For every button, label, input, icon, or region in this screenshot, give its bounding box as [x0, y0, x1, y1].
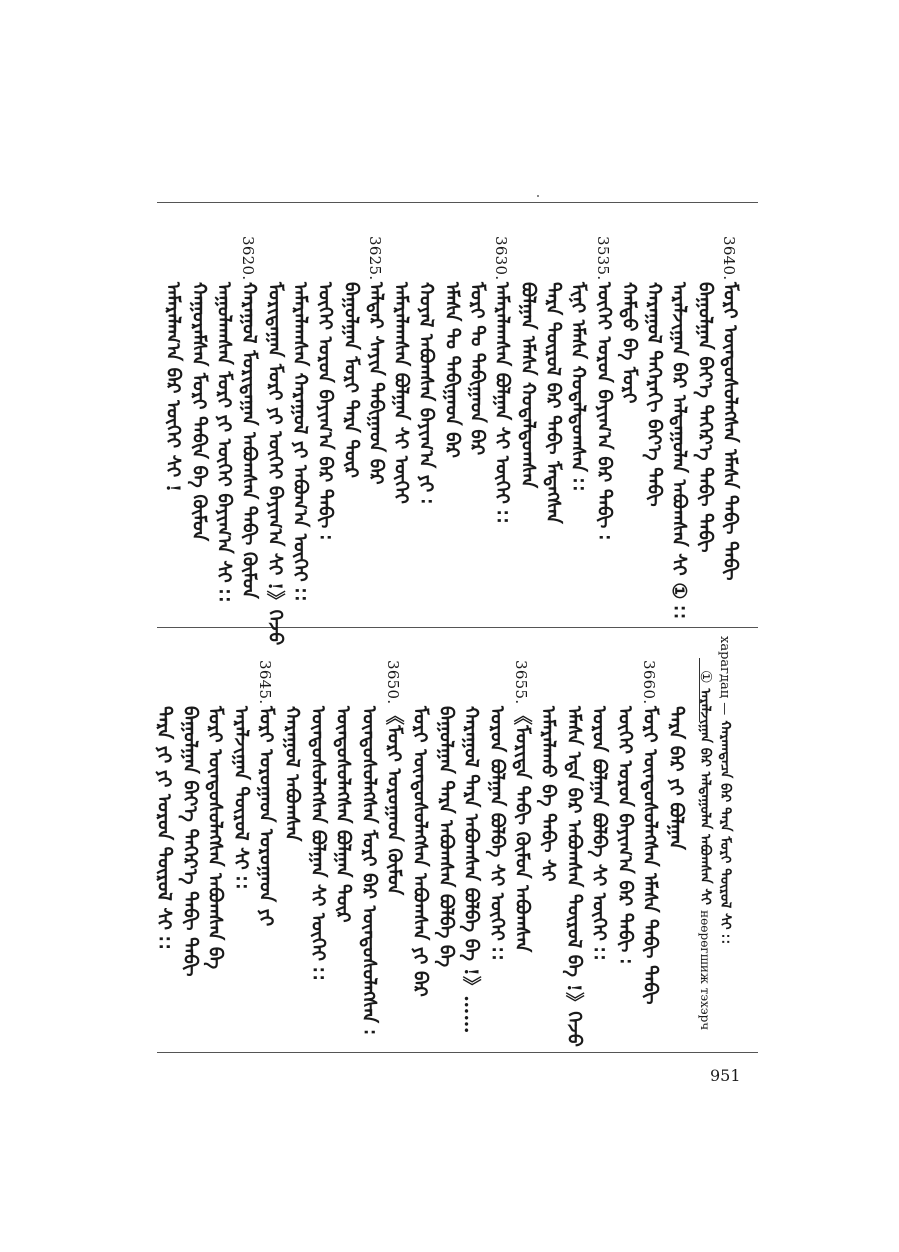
- verse-text: ᠬᠠᠷᠠᠭᠤᠯ ᠮᠣᠷᠢᠳᠠᠭᠠᠨ ᠠᠪᠤᠭᠰᠠᠨ ᠲᠠᠪᠢ ᠬᠦᠮᠦᠨ: [238, 282, 261, 599]
- verse-text: ᠦᠭᠡᠢ ᠣᠷᠣᠨ ᠪᠠᠶᠢᠭ᠎ᠠ ᠪᠠᠷ ᠲᠠᠪᠢ ∶: [592, 282, 615, 540]
- verse-text: ᠡᠮᠡᠰᠡ ᠡᠳᠡ ᠪᠠᠷ ᠠᠪᠤᠭᠰᠠᠨ ᠲᠦᠷᠦᠯ ᠪᠠ !》ᠭᠡᠵᠦ: [562, 706, 585, 1047]
- footnote-label: харагдац —: [717, 636, 732, 716]
- verse-text: ᠦᠭᠡᠢ ᠣᠷᠣᠨ ᠪᠠᠶᠢᠭ᠎ᠠ ᠪᠠᠷ ᠲᠠᠪᠢ ∶: [314, 282, 337, 540]
- verse-text: ᠪᠠᠭᠤᠯᠭᠠᠨ ᠪᠡᠶ᠎ᠡ ᠳᠡᠭᠡᠷ᠎ᠡ ᠲᠠᠪᠢ ᠲᠠᠪᠢ: [693, 282, 716, 553]
- verse-text: ᠮᠢᠨᠢ ᠡᠮᠡᠰᠡ ᠬᠤᠳᠠᠯᠳᠤᠭᠰᠠᠨ ∷: [567, 282, 590, 491]
- verse-text: ᠬᠠᠷᠠᠭᠤᠯ ᠲᠡᠷᠡ ᠠᠪᠤᠭᠰᠠᠨ ᠪᠣᠯᠪᠠ ᠪᠠ !》……: [460, 706, 483, 1034]
- verse-text: ᠣᠷᠣᠨ ᠪᠣᠯᠭᠠᠨ ᠪᠣᠯᠪᠠ ᠰᠢ ᠦᠭᠡᠢ ∷: [485, 706, 508, 960]
- verse-text: ᠬᠠᠷᠠᠭᠤᠯ ᠳᠡᠭᠡᠷᠡᠬᠢ ᠪᠡᠶ᠎ᠡ ᠲᠠᠪᠢ: [643, 282, 666, 507]
- verse-text: ᠦᠨᠳᠦᠰᠦᠯᠡᠭᠰᠡᠨ ᠪᠣᠯᠭᠠᠨ ᠰᠢ ᠦᠭᠡᠢ ∷: [306, 706, 329, 980]
- verse-text: ᠮᠣᠷᠢ ᠦᠨᠳᠦᠰᠦᠯᠡᠭᠰᠡᠨ ᠠᠪᠤᠭᠰᠠᠨ ᠶᠢ ᠪᠠᠷ: [409, 706, 431, 997]
- verse-text: ᠲᠡᠷᠡ ᠪᠠᠷ ᠶᠢ ᠪᠣᠯᠭᠠᠨ: [665, 706, 687, 850]
- verse-text: 《ᠮᠣᠷᠢᠳᠠ ᠲᠠᠪᠢ ᠬᠦᠮᠦᠨ ᠠᠪᠤᠭᠰᠠᠨ: [511, 706, 534, 953]
- verse-text: ᠦᠨᠳᠦᠰᠦᠯᠡᠭᠰᠡᠨ ᠪᠣᠯᠭᠠᠨ ᠳᠦᠷ: [332, 706, 355, 923]
- line-number: 3625.: [365, 236, 384, 281]
- verse-text: 《ᠮᠣᠷᠢ ᠣᠷᠣᠭᠠᠳ ᠬᠦᠮᠦᠨ: [383, 706, 406, 896]
- verse-text: ᠬᠠᠭᠤᠷᠠᠮᠰᠠᠨ ᠮᠣᠷᠢ ᠲᠠᠪᠢᠨ ᠪᠠ ᠬᠦᠮᠦᠨ: [187, 282, 210, 542]
- verse-text: ᠠᠯᠳᠠᠷ ᠰᠠᠶᠢᠨ ᠲᠠᠪᠢᠭᠠᠳ ᠪᠠᠷ: [364, 282, 387, 485]
- verse-text: ᠮᠣᠷᠢ ᠦᠨᠳᠦᠰᠦᠯᠡᠭᠰᠡᠨ ᠡᠮᠡᠰᠡ ᠲᠠᠪᠢ ᠲᠠᠪᠢ: [639, 706, 662, 1005]
- verse-text: ᠠᠮᠠᠷᠠᠯᠠᠭ᠎ᠠ ᠪᠠᠷ ᠦᠭᠡᠢ ᠰᠢ !: [162, 282, 185, 493]
- verse-text: ᠪᠠᠭᠤᠯᠭᠠᠨ ᠪᠡᠶ᠎ᠡ ᠳᠡᠭᠡᠷ᠎ᠡ ᠲᠠᠪᠢ ᠲᠠᠪᠢ: [178, 706, 201, 977]
- line-number: 3645.: [256, 660, 275, 705]
- verse-text: ᠠᠷᠠᠯᠵᠢᠭᠠᠨ ᠪᠠᠷ ᠠᠯᠳᠠᠭᠤᠯᠠᠨ ᠠᠪᠤᠭᠰᠠᠨ ᠰᠢ ① ∷: [668, 282, 691, 619]
- verse-text: ᠡᠮᠡᠰᠡ ᠲᠤ ᠲᠠᠪᠢᠭᠠᠳ ᠪᠠᠷ: [440, 282, 463, 459]
- verse-text: ᠪᠠᠭᠤᠯᠭᠠᠨ ᠲᠡᠷᠡ ᠠᠪᠤᠭᠰᠠᠨ ᠪᠣᠯᠪᠠ ᠪᠠ: [434, 706, 457, 968]
- line-number: 3655.: [512, 660, 531, 705]
- verse-text: ᠠᠮᠠᠷᠠᠯᠠᠬᠤ ᠪᠠ ᠲᠠᠪᠢ ᠰᠢ: [537, 706, 559, 882]
- bottom-rule: [157, 1052, 758, 1053]
- verse-text: ᠬᠠᠷᠠᠭᠤᠯ ᠠᠪᠤᠭᠰᠠᠨ: [281, 706, 303, 842]
- verse-text: ᠮᠣᠷᠢ ᠦᠨᠳᠦᠰᠦᠯᠡᠭᠰᠡᠨ ᠠᠪᠤᠭᠰᠠᠨ ᠪᠠ: [204, 706, 227, 970]
- verse-text: ᠮᠣᠷᠢ ᠣᠷᠣᠭᠠᠳ ᠣᠷᠣᠭᠠᠳ ᠶᠢ: [255, 706, 278, 927]
- verse-text: ᠮᠣᠷᠢᠳᠠᠭᠠᠨ ᠮᠣᠷᠢ ᠶᠢ ᠦᠭᠡᠢ ᠪᠠᠶᠢᠭ᠎ᠠ ᠰᠢ !》ᠭᠡᠵᠦ: [263, 282, 286, 646]
- verse-text: ᠣᠷᠣᠨ ᠪᠣᠯᠭᠠᠨ ᠪᠣᠯᠪᠠ ᠰᠢ ᠦᠭᠡᠢ ∷: [588, 706, 611, 960]
- verse-text: ᠦᠭᠡᠢ ᠣᠷᠣᠨ ᠪᠠᠶᠢᠭ᠎ᠠ ᠪᠠᠷ ᠲᠠᠪᠢ ∶: [613, 706, 636, 964]
- verse-text: ᠠᠮᠠᠷᠠᠯᠠᠭᠰᠠᠨ ᠪᠣᠯᠭᠠᠨ ᠰᠢ ᠦᠭᠡᠢ ∷: [491, 282, 514, 523]
- print-speck: [537, 195, 539, 197]
- verse-text: ᠠᠮᠠᠷᠠᠯᠠᠭᠰᠠᠨ ᠬᠠᠷᠠᠭᠤᠯ ᠶᠢ ᠠᠪᠤᠭ᠎ᠠ ᠦᠭᠡᠢ ∷: [288, 282, 311, 601]
- footnote-marker: ①: [697, 670, 715, 684]
- footnote-line-2-text: ᠠᠷᠠᠯᠵᠢᠭᠠᠨ ᠪᠠᠷ ᠠᠯᠳᠠᠭᠤᠯᠠᠨ ᠠᠪᠤᠭᠰᠠᠨ ᠰᠢ: [697, 688, 713, 905]
- verse-text: ᠠᠭᠤᠯᠠᠭᠰᠠᠨ ᠮᠣᠷᠢ ᠶᠢ ᠦᠭᠡᠢ ᠪᠠᠶᠢᠭ᠎ᠠ ᠰᠢ ∷: [213, 282, 235, 602]
- verse-text: ᠮᠣᠷᠢ ᠲᠤ ᠲᠠᠪᠢᠭᠠᠳ ᠪᠠᠷ: [466, 282, 488, 456]
- verse-text: ᠲᠡᠷᠡ ᠲᠦᠷᠦᠯ ᠪᠠᠷ ᠲᠠᠪᠢ ᠮᠡᠳᠡᠭᠰᠡᠨ: [541, 282, 564, 524]
- line-number: 3630.: [492, 236, 511, 281]
- verse-text: ᠮᠣᠷᠢ ᠦᠨᠳᠦᠰᠦᠯᠡᠭᠰᠡᠨ ᠡᠮᠡᠰᠡ ᠲᠠᠪᠢ ᠲᠠᠪᠢ: [719, 282, 741, 581]
- verse-text: ᠪᠣᠯᠭᠠᠨ ᠡᠮᠡᠰᠡ ᠬᠤᠳᠠᠯᠳᠤᠭᠰᠠᠨ: [516, 282, 539, 489]
- verse-text: ᠦᠨᠳᠦᠰᠦᠯᠡᠭᠰᠡᠨ ᠮᠣᠷᠢ ᠪᠠᠷ ᠦᠨᠳᠦᠰᠦᠯᠡᠭᠰᠡᠨ ∶: [357, 706, 380, 1035]
- line-number: 3620.: [239, 236, 258, 281]
- line-number: 3660.: [640, 660, 659, 705]
- verse-text: ᠪᠠᠭᠤᠯᠭᠠᠨ ᠮᠣᠷᠢ ᠲᠡᠷᠡ ᠳᠦᠷ: [339, 282, 362, 479]
- middle-rule: [157, 627, 758, 628]
- verse-text: ᠠᠮᠠᠷᠠᠯᠠᠭᠰᠠᠨ ᠪᠣᠯᠭᠠᠨ ᠰᠢ ᠦᠭᠡᠢ: [390, 282, 413, 504]
- top-rule: [157, 202, 758, 203]
- line-number: 3650.: [384, 660, 403, 705]
- verse-text: ᠬᠠᠮᠲᠤ ᠪᠠ ᠮᠣᠷᠢ: [617, 282, 640, 404]
- verse-line: [161, 236, 195, 492]
- verse-text: ᠲᠡᠷᠡ ᠶᠢ ᠶᠢ ᠣᠷᠣᠨ ᠲᠦᠷᠦᠯ ᠰᠢ ∷: [153, 706, 175, 949]
- page-number: 951: [710, 1066, 741, 1085]
- verse-text: ᠬᠣᠶᠠᠯ ᠠᠪᠤᠭᠰᠠᠨ ᠪᠠᠶᠢᠭ᠎ᠠ ᠶᠢ ∶: [415, 282, 438, 504]
- line-number: 3535.: [593, 236, 612, 281]
- verse-text: ᠠᠷᠠᠯᠵᠢᠭᠠᠨ ᠲᠦᠷᠦᠯ ᠰᠢ ∷: [229, 706, 252, 889]
- footnote-line-2: [696, 670, 720, 1030]
- footnote-line-2-cyrillic: нөөрөгшиж тэхэрч: [698, 910, 712, 1031]
- verse-line: [152, 660, 186, 949]
- line-number: 3640.: [720, 236, 738, 281]
- footnote-line-1-text: ᠬᠠᠷᠠᠭᠳᠠᠴᠠ ᠪᠠᠷ ᠲᠡᠷᠡ ᠮᠣᠷᠢ ᠲᠦᠷᠦᠯ ᠰᠢ ∷: [717, 720, 733, 944]
